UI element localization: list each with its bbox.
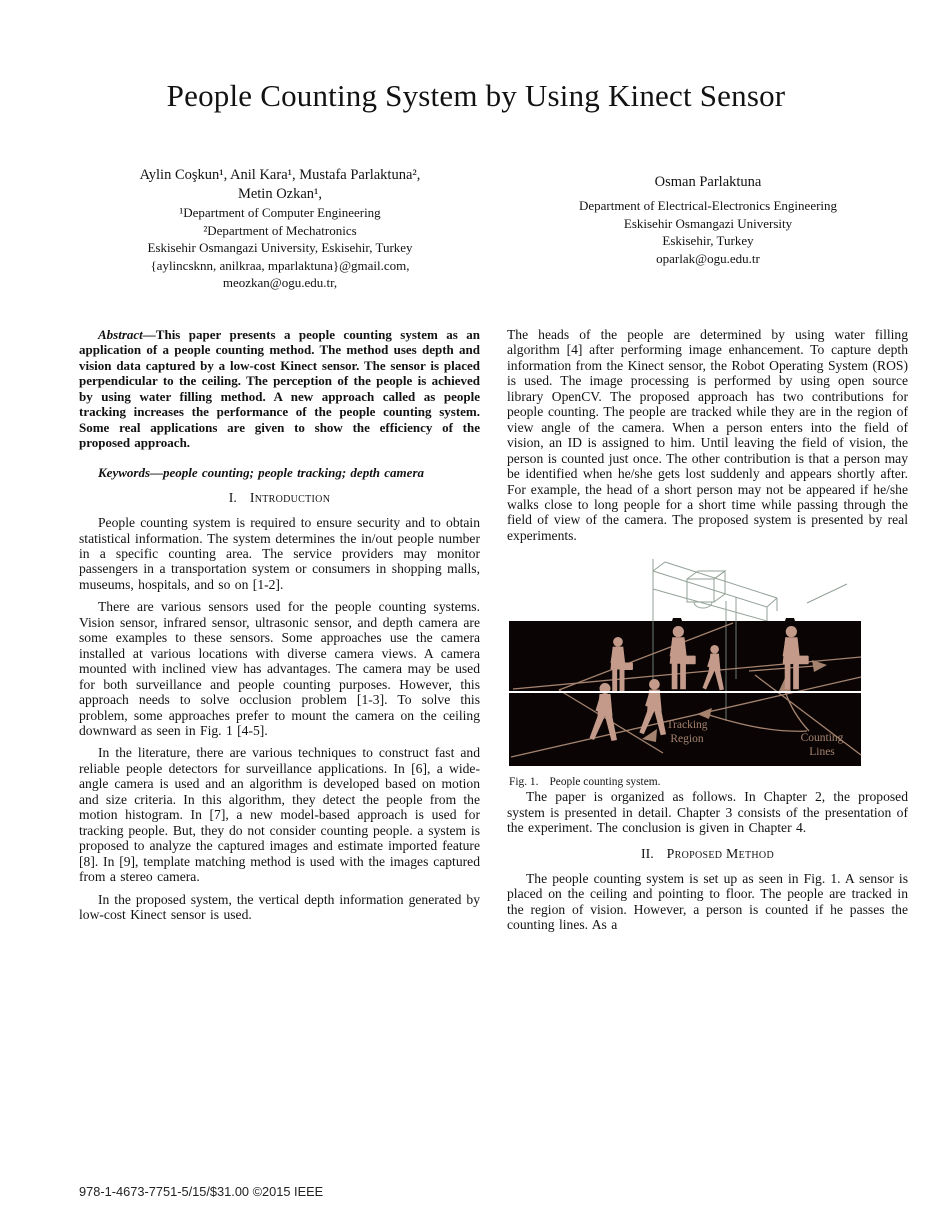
paragraph: In the proposed system, the vertical depth information generated by low-cost Kinect sensor is used. xyxy=(79,891,480,922)
wireframe-posts xyxy=(653,621,736,721)
author-blocks xyxy=(79,166,909,292)
email-line: oparlak@ogu.edu.tr xyxy=(656,250,760,266)
counting-lines-label: Lines xyxy=(809,746,835,759)
email-line: meozkan@ogu.edu.tr, xyxy=(222,275,338,290)
abstract-label: Abstract— xyxy=(98,327,156,342)
keywords-label: Keywords— xyxy=(98,464,163,480)
email-line: {aylincsknn, anilkraa, mparlaktuna}@gmail.com, xyxy=(150,257,410,273)
person-silhouette xyxy=(639,679,666,735)
left-column xyxy=(79,327,480,940)
figure-caption-text: People counting system. xyxy=(549,776,661,789)
person-silhouette xyxy=(703,645,724,690)
kinect-ceiling-mount-icon xyxy=(509,559,861,621)
paragraph: In the literature, there are various techniques to construct fast and reliable people detectors for surveillance applications. In [6], a wide-angle camera is used and an algorithm is developed based on motion and size criteria. In this algorithm, they detect the people from the motion histogram. In [7], a new model-based approach is used for tracking people. But, they do not consider counting people. a system is proposed to analyze the captured images and estimate imported feature [8]. In [9], template matching method is used with the images captured from a stereo camera. xyxy=(79,745,480,885)
section-title: Proposed Method xyxy=(666,845,774,861)
people-counting-scene-image xyxy=(509,621,861,766)
paragraph: The people counting system is set up as seen in Fig. 1. A sensor is placed on the ceiling and pointing to floor. The people are tracked in the region of vision. However, a person is counted if he passes the counting lines. As a xyxy=(507,870,908,933)
keywords-paragraph xyxy=(79,465,480,480)
figure-caption xyxy=(509,775,861,789)
figure-1 xyxy=(509,559,861,789)
abstract-paragraph xyxy=(79,327,480,451)
affiliation-line: ¹Department of Computer Engineering xyxy=(179,205,381,220)
paragraph: There are various sensors used for the people counting systems. Vision sensor, infrared sensor, ultrasonic sensor, and depth camera are some examples to these sensors. Some approaches use the camera installed at various locations with diverse camera views. A camera mounted with inclined view has advantages. The camera may be used for both surveillance and people counting purposes. However, this approach needs to solve occlusion problem [1-3]. To solve this problem, some approaches prefer to mount the camera on the ceiling downward as seen in Fig. 1 [4-5]. xyxy=(79,599,480,738)
section-number: I. xyxy=(228,490,237,506)
counting-lines-label: Counting xyxy=(800,732,844,745)
page-title: People Counting System by Using Kinect Sensor xyxy=(166,78,786,113)
person-silhouette xyxy=(670,626,696,689)
affiliation-line: Department of Electrical-Electronics Engineering xyxy=(578,198,838,213)
paragraph: The heads of the people are determined by using water filling algorithm [4] after performing image enhancement. To capture depth information from the Kinect sensor, the Robot Operating System (ROS) is used. The image processing is performed by using open source library OpenCV. The proposed approach has two contributions for people counting. The people are tracked while they are in the region of view angle of the camera. When a person enters into the field of vision, an ID is assigned to him. Until leaving the field of vision, the person is counted just once. The other contribution is that a person may be identified when he/she gets lost suddenly and appears shortly after. For example, the head of a short person may not be appeared if he/she walks close to long people for a short time while passing through the field of view of the camera. The proposed system is presented by real experiments. xyxy=(507,327,908,543)
paragraph: People counting system is required to ensure security and to obtain statistical information. The system determines the in/out people number in a specific counting area. The service providers may monitor passengers in a transportation system or consumers in shopping malls, museums, hospitals, and so on [1-2]. xyxy=(79,515,480,592)
body-columns xyxy=(79,327,908,940)
section-title: Introduction xyxy=(249,490,331,506)
author-block-left xyxy=(79,166,481,292)
figure-caption-label: Fig. 1. xyxy=(509,776,539,789)
affiliation-line: Eskisehir Osmangazi University, Eskisehir, Turkey xyxy=(147,240,413,255)
author-block-right xyxy=(507,166,909,292)
section-number: II. xyxy=(641,845,654,861)
author-names-line2: Metin Ozkan¹, xyxy=(237,186,323,202)
copyright-notice: 978-1-4673-7751-5/15/$31.00 ©2015 IEEE xyxy=(79,1184,324,1199)
tracking-region-label: Tracking xyxy=(666,719,708,732)
affiliation-line: Eskisehir, Turkey xyxy=(662,233,754,248)
figure-labels xyxy=(666,719,843,758)
author-name: Osman Parlaktuna xyxy=(654,174,762,190)
right-column xyxy=(507,327,908,940)
section-heading-introduction xyxy=(79,490,480,506)
person-silhouette xyxy=(783,626,809,689)
section-heading-proposed-method xyxy=(507,846,908,862)
tracking-region-scene xyxy=(509,621,861,766)
tracking-region-label: Region xyxy=(670,733,704,746)
abstract-text: This paper presents a people counting system as an application of a people counting method. The method uses depth and vision data captured by a low-cost Kinect sensor. The sensor is placed perpendicular to the ceiling. The perception of the people is achieved by using water filling method. A new approach called as people tracking increases the performance of the people counting system. Some real applications are given to show the efficiency of the proposed approach. xyxy=(79,327,480,451)
affiliation-line: ²Department of Mechatronics xyxy=(203,222,357,238)
author-names-line1: Aylin Coşkun¹, Anil Kara¹, Mustafa Parlaktuna², xyxy=(139,167,421,183)
paragraph: The paper is organized as follows. In Chapter 2, the proposed system is presented in detail. Chapter 3 consists of the presentation of the experiment. The conclusion is given in Chapter 4. xyxy=(507,789,908,836)
affiliation-line: Eskisehir Osmangazi University xyxy=(623,215,793,231)
person-silhouette xyxy=(610,637,632,692)
ceiling-sensor-wireframe-illustration xyxy=(509,559,861,621)
keywords-text: people counting; people tracking; depth camera xyxy=(163,464,425,480)
